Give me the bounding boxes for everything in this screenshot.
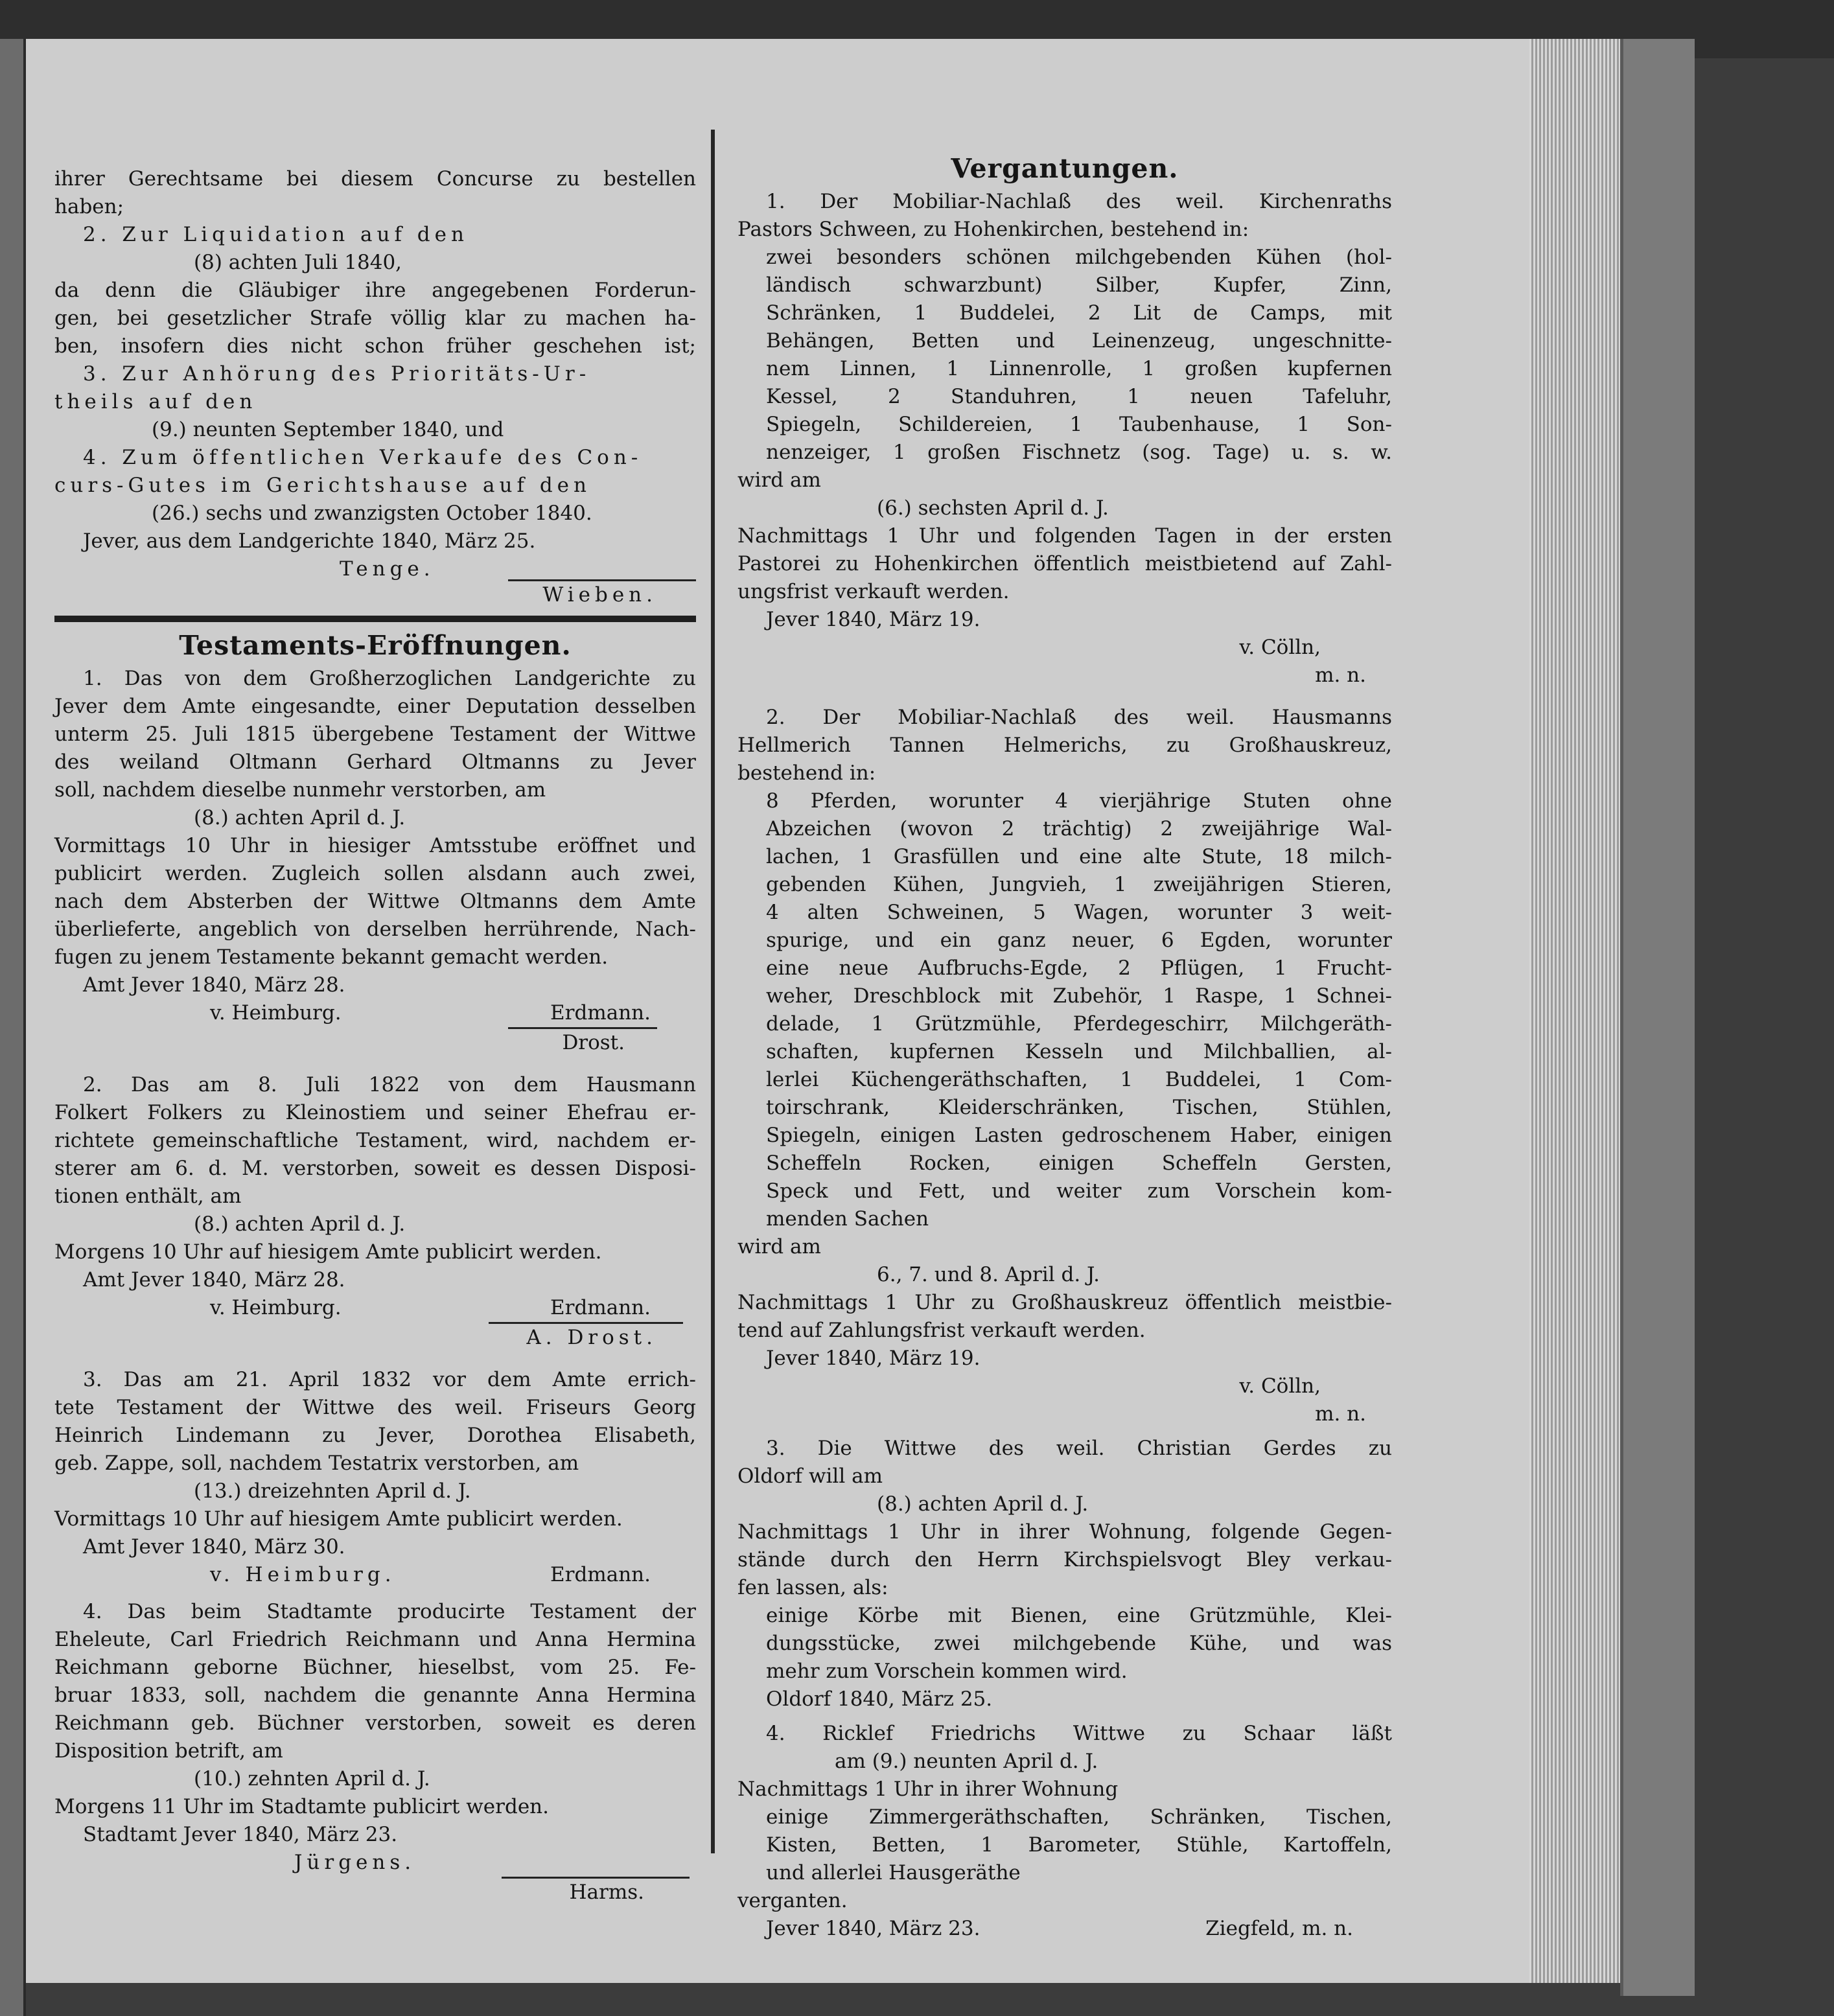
text-line: Spiegeln, Schildereien, 1 Taubenhause, 1 Son- xyxy=(766,413,1392,436)
text-line: 2. Das am 8. Juli 1822 von dem Hausmann xyxy=(83,1073,696,1096)
text-line: spurige, und ein ganz neuer, 6 Egden, worunter xyxy=(766,929,1392,952)
text-line: ungsfrist verkauft werden. xyxy=(737,580,1010,603)
newspaper-page xyxy=(26,39,1529,1983)
text-line: 3. Die Wittwe des weil. Christian Gerdes zu xyxy=(766,1437,1392,1460)
right-column xyxy=(737,149,1392,1943)
signer-name: Erdmann. xyxy=(550,1296,651,1319)
place-date-line: Amt Jever 1840, März 28. xyxy=(83,973,345,997)
place-date-line: Oldorf 1840, März 25. xyxy=(766,1687,993,1711)
signer-name: Tenge. xyxy=(340,557,435,581)
signer-title: m. n. xyxy=(1315,664,1366,687)
signer-name: v. Cölln, xyxy=(1239,636,1321,659)
text-line: mehr zum Vorschein kommen wird. xyxy=(766,1660,1128,1683)
text-line: Nachmittags 1 Uhr und folgenden Tagen in der ersten xyxy=(737,524,1392,548)
text-line: einige Körbe mit Bienen, eine Grützmühle, Klei- xyxy=(766,1604,1392,1627)
text-line: 2. Zur Liquidation auf den xyxy=(83,223,469,246)
section-divider xyxy=(54,616,696,622)
testament-notice-1 xyxy=(54,665,696,1057)
text-line: nenzeiger, 1 großen Fischnetz (sog. Tage) u. s. w. xyxy=(766,441,1392,464)
text-line: Vormittags 10 Uhr auf hiesigem Amte publicirt werden. xyxy=(54,1507,623,1531)
text-line: lachen, 1 Grasfüllen und eine alte Stute, 18 milch- xyxy=(766,845,1392,868)
text-line: wird am xyxy=(737,469,821,492)
testament-notice-2 xyxy=(54,1071,696,1352)
date-line: (9.) neunten September 1840, und xyxy=(152,418,504,441)
text-line: ihrer Gerechtsame bei diesem Concurse zu bestellen xyxy=(54,167,696,191)
signature-row xyxy=(737,1915,1392,1943)
date-line: am (9.) neunten April d. J. xyxy=(835,1750,1098,1773)
place-date-line: Amt Jever 1840, März 30. xyxy=(83,1535,345,1558)
text-line: unterm 25. Juli 1815 übergebene Testament der Wittwe xyxy=(54,723,696,746)
text-line: Reichmann geb. Büchner verstorben, soweit es deren xyxy=(54,1711,696,1735)
column-divider xyxy=(711,130,715,1853)
text-line: theils auf den xyxy=(54,390,257,413)
left-column xyxy=(54,165,696,1906)
text-line: Pastorei zu Hohenkirchen öffentlich meistbietend auf Zahl- xyxy=(737,552,1392,575)
text-line: schaften, kupfernen Kesseln und Milchballien, al- xyxy=(766,1040,1392,1063)
text-line: Eheleute, Carl Friedrich Reichmann und Anna Hermina xyxy=(54,1628,696,1651)
text-line: Disposition betrift, am xyxy=(54,1739,283,1763)
text-line: 4. Zum öffentlichen Verkaufe des Con- xyxy=(83,446,643,469)
concurs-notice xyxy=(54,165,696,609)
text-line: Oldorf will am xyxy=(737,1465,883,1488)
date-line: (26.) sechs und zwanzigsten October 1840. xyxy=(152,502,592,525)
text-line: verganten. xyxy=(737,1889,848,1912)
text-line: 4 alten Schweinen, 5 Wagen, worunter 3 weit- xyxy=(766,901,1392,924)
text-line: nach dem Absterben der Wittwe Oltmanns dem Amte xyxy=(54,890,696,913)
signature-row xyxy=(54,1294,696,1322)
text-line: Morgens 11 Uhr im Stadtamte publicirt werden. xyxy=(54,1795,549,1818)
text-line: Nachmittags 1 Uhr zu Großhauskreuz öffentlich meistbie- xyxy=(737,1291,1392,1314)
text-line: Scheffeln Rocken, einigen Scheffeln Gersten, xyxy=(766,1152,1392,1175)
text-line: ländisch schwarzbunt) Silber, Kupfer, Zinn, xyxy=(766,273,1392,297)
date-line: (10.) zehnten April d. J. xyxy=(194,1767,430,1790)
text-line: fen lassen, als: xyxy=(737,1576,888,1599)
text-line: Kisten, Betten, 1 Barometer, Stühle, Kartoffeln, xyxy=(766,1833,1392,1857)
signature-row xyxy=(54,999,696,1027)
text-line: Heinrich Lindemann zu Jever, Dorothea Elisabeth, xyxy=(54,1424,696,1447)
text-line: menden Sachen xyxy=(766,1207,929,1231)
text-line: 4. Ricklef Friedrichs Wittwe zu Schaar läßt xyxy=(766,1722,1392,1745)
signer-name: v. Heimburg. xyxy=(210,1296,342,1319)
text-line: wird am xyxy=(737,1235,821,1258)
previous-page-edge xyxy=(0,39,26,2016)
text-line: gen, bei gesetzlicher Strafe völlig klar zu machen ha- xyxy=(54,307,696,330)
text-line: sterer am 6. d. M. verstorben, soweit es dessen Disposi- xyxy=(54,1157,696,1180)
signer-title: A. Drost. xyxy=(526,1326,657,1349)
section-heading-testaments: Testaments-Eröffnungen. xyxy=(179,630,572,661)
text-line: Kessel, 2 Standuhren, 1 neuen Tafeluhr, xyxy=(766,385,1392,408)
place-date-line: Jever 1840, März 19. xyxy=(766,1347,981,1370)
text-line: 3. Zur Anhörung des Prioritäts-Ur- xyxy=(83,362,591,386)
text-line: tionen enthält, am xyxy=(54,1185,242,1208)
text-line: 1. Das von dem Großherzoglichen Landgerichte zu xyxy=(83,667,696,690)
testament-notice-4 xyxy=(54,1598,696,1906)
text-line: Abzeichen (wovon 2 trächtig) 2 zweijährige Wal- xyxy=(766,817,1392,840)
place-date-line: Amt Jever 1840, März 28. xyxy=(83,1268,345,1292)
signer-name: Wieben. xyxy=(542,583,657,607)
text-line: Vormittags 10 Uhr in hiesiger Amtsstube eröffnet und xyxy=(54,834,696,857)
auction-notice-1 xyxy=(737,188,1392,689)
text-line: delade, 1 Grützmühle, Pferdegeschirr, Milchgeräth- xyxy=(766,1012,1392,1036)
text-line: ben, insofern dies nicht schon früher geschehen ist; xyxy=(54,334,696,358)
place-date-line: Jever 1840, März 23. xyxy=(766,1917,981,1940)
text-line: bestehend in: xyxy=(737,761,876,785)
text-line: Nachmittags 1 Uhr in ihrer Wohnung, folgende Gegen- xyxy=(737,1520,1392,1544)
book-cover-edge xyxy=(1620,39,1695,1996)
date-line: (6.) sechsten April d. J. xyxy=(877,496,1109,520)
text-line: überlieferte, angeblich von derselben herrührende, Nach- xyxy=(54,918,696,941)
text-line: Jever dem Amte eingesandte, einer Deputation desselben xyxy=(54,695,696,718)
text-line: einige Zimmergeräthschaften, Schränken, Tischen, xyxy=(766,1805,1392,1829)
text-line: gebenden Kühen, Jungvieh, 1 zweijährigen Stieren, xyxy=(766,873,1392,896)
text-line: lerlei Küchengeräthschaften, 1 Buddelei, 1 Com- xyxy=(766,1068,1392,1091)
text-line: publicirt werden. Zugleich sollen alsdann auch zwei, xyxy=(54,862,696,885)
signer-name: Harms. xyxy=(569,1881,644,1904)
text-line: 4. Das beim Stadtamte producirte Testament der xyxy=(83,1600,696,1623)
date-line: (8.) achten April d. J. xyxy=(194,1212,406,1236)
text-line: fugen zu jenem Testamente bekannt gemacht werden. xyxy=(54,945,609,969)
signer-name: v. Heimburg. xyxy=(210,1001,342,1025)
text-line: Hellmerich Tannen Helmerichs, zu Großhauskreuz, xyxy=(737,734,1392,757)
text-line: Nachmittags 1 Uhr in ihrer Wohnung xyxy=(737,1778,1119,1801)
text-line: geb. Zappe, soll, nachdem Testatrix verstorben, am xyxy=(54,1452,579,1475)
text-line: Morgens 10 Uhr auf hiesigem Amte publicirt werden. xyxy=(54,1240,602,1264)
signer-name: Ziegfeld, m. n. xyxy=(1205,1917,1353,1940)
auction-notice-2 xyxy=(737,704,1392,1428)
text-line: und allerlei Hausgeräthe xyxy=(766,1861,1021,1884)
signer-name: Erdmann. xyxy=(550,1001,651,1025)
text-line: dungsstücke, zwei milchgebende Kühe, und was xyxy=(766,1632,1392,1655)
signer-title: m. n. xyxy=(1315,1402,1366,1426)
signer-name: Jürgens. xyxy=(294,1851,416,1874)
text-line: da denn die Gläubiger ihre angegebenen Forderun- xyxy=(54,279,696,302)
place-date-line: Jever, aus dem Landgerichte 1840, März 25. xyxy=(83,529,536,553)
date-line: (8.) achten April d. J. xyxy=(194,806,406,829)
testament-notice-3 xyxy=(54,1366,696,1589)
signer-name: v. Heimburg. xyxy=(210,1563,396,1586)
auction-notice-3 xyxy=(737,1435,1392,1713)
text-line: curs-Gutes im Gerichtshause auf den xyxy=(54,474,591,497)
text-line: Schränken, 1 Buddelei, 2 Lit de Camps, mit xyxy=(766,301,1392,325)
text-line: haben; xyxy=(54,195,124,218)
section-heading-vergantungen: Vergantungen. xyxy=(951,153,1179,184)
auction-notice-4 xyxy=(737,1720,1392,1943)
date-line: (8.) achten April d. J. xyxy=(877,1492,1089,1516)
text-line: 1. Der Mobiliar-Nachlaß des weil. Kirchenraths xyxy=(766,190,1392,213)
signature-row xyxy=(54,1561,696,1589)
text-line: 8 Pferden, worunter 4 vierjährige Stuten ohne xyxy=(766,789,1392,813)
place-date-line: Jever 1840, März 19. xyxy=(766,608,981,631)
text-line: Pastors Schween, zu Hohenkirchen, bestehend in: xyxy=(737,218,1249,241)
signer-name: v. Cölln, xyxy=(1239,1374,1321,1398)
text-line: nem Linnen, 1 Linnenrolle, 1 großen kupfernen xyxy=(766,357,1392,380)
text-line: Folkert Folkers zu Kleinostiem und seiner Ehefrau er- xyxy=(54,1101,696,1124)
text-line: soll, nachdem dieselbe nunmehr verstorben, am xyxy=(54,778,546,802)
signer-name: Erdmann. xyxy=(550,1563,651,1586)
text-line: tete Testament der Wittwe des weil. Friseurs Georg xyxy=(54,1396,696,1419)
text-line: bruar 1833, soll, nachdem die genannte Anna Hermina xyxy=(54,1684,696,1707)
text-line: weher, Dreschblock mit Zubehör, 1 Raspe, 1 Schnei- xyxy=(766,984,1392,1008)
text-line: Speck und Fett, und weiter zum Vorschein kom- xyxy=(766,1179,1392,1203)
date-line: (8) achten Juli 1840, xyxy=(194,251,402,274)
date-line: (13.) dreizehnten April d. J. xyxy=(194,1479,471,1503)
date-line: 6., 7. und 8. April d. J. xyxy=(877,1263,1100,1286)
text-line: Reichmann geborne Büchner, hieselbst, vom 25. Fe- xyxy=(54,1656,696,1679)
text-line: zwei besonders schönen milchgebenden Kühen (hol- xyxy=(766,246,1392,269)
signer-title: Drost. xyxy=(562,1031,625,1054)
text-line: eine neue Aufbruchs-Egde, 2 Pflügen, 1 Frucht- xyxy=(766,956,1392,980)
text-line: stände durch den Herrn Kirchspielsvogt Bley verkau- xyxy=(737,1548,1392,1571)
text-line: richtete gemeinschaftliche Testament, wird, nachdem er- xyxy=(54,1129,696,1152)
text-line: 3. Das am 21. April 1832 vor dem Amte errich- xyxy=(83,1368,696,1391)
text-line: 2. Der Mobiliar-Nachlaß des weil. Hausmanns xyxy=(766,706,1392,729)
text-line: Behängen, Betten und Leinenzeug, ungeschnitte- xyxy=(766,329,1392,353)
text-line: Spiegeln, einigen Lasten gedroschenem Haber, einigen xyxy=(766,1124,1392,1147)
place-date-line: Stadtamt Jever 1840, März 23. xyxy=(83,1823,398,1846)
text-line: toirschrank, Kleiderschränken, Tischen, Stühlen, xyxy=(766,1096,1392,1119)
text-line: des weiland Oltmann Gerhard Oltmanns zu Jever xyxy=(54,750,696,774)
text-line: tend auf Zahlungsfrist verkauft werden. xyxy=(737,1319,1146,1342)
